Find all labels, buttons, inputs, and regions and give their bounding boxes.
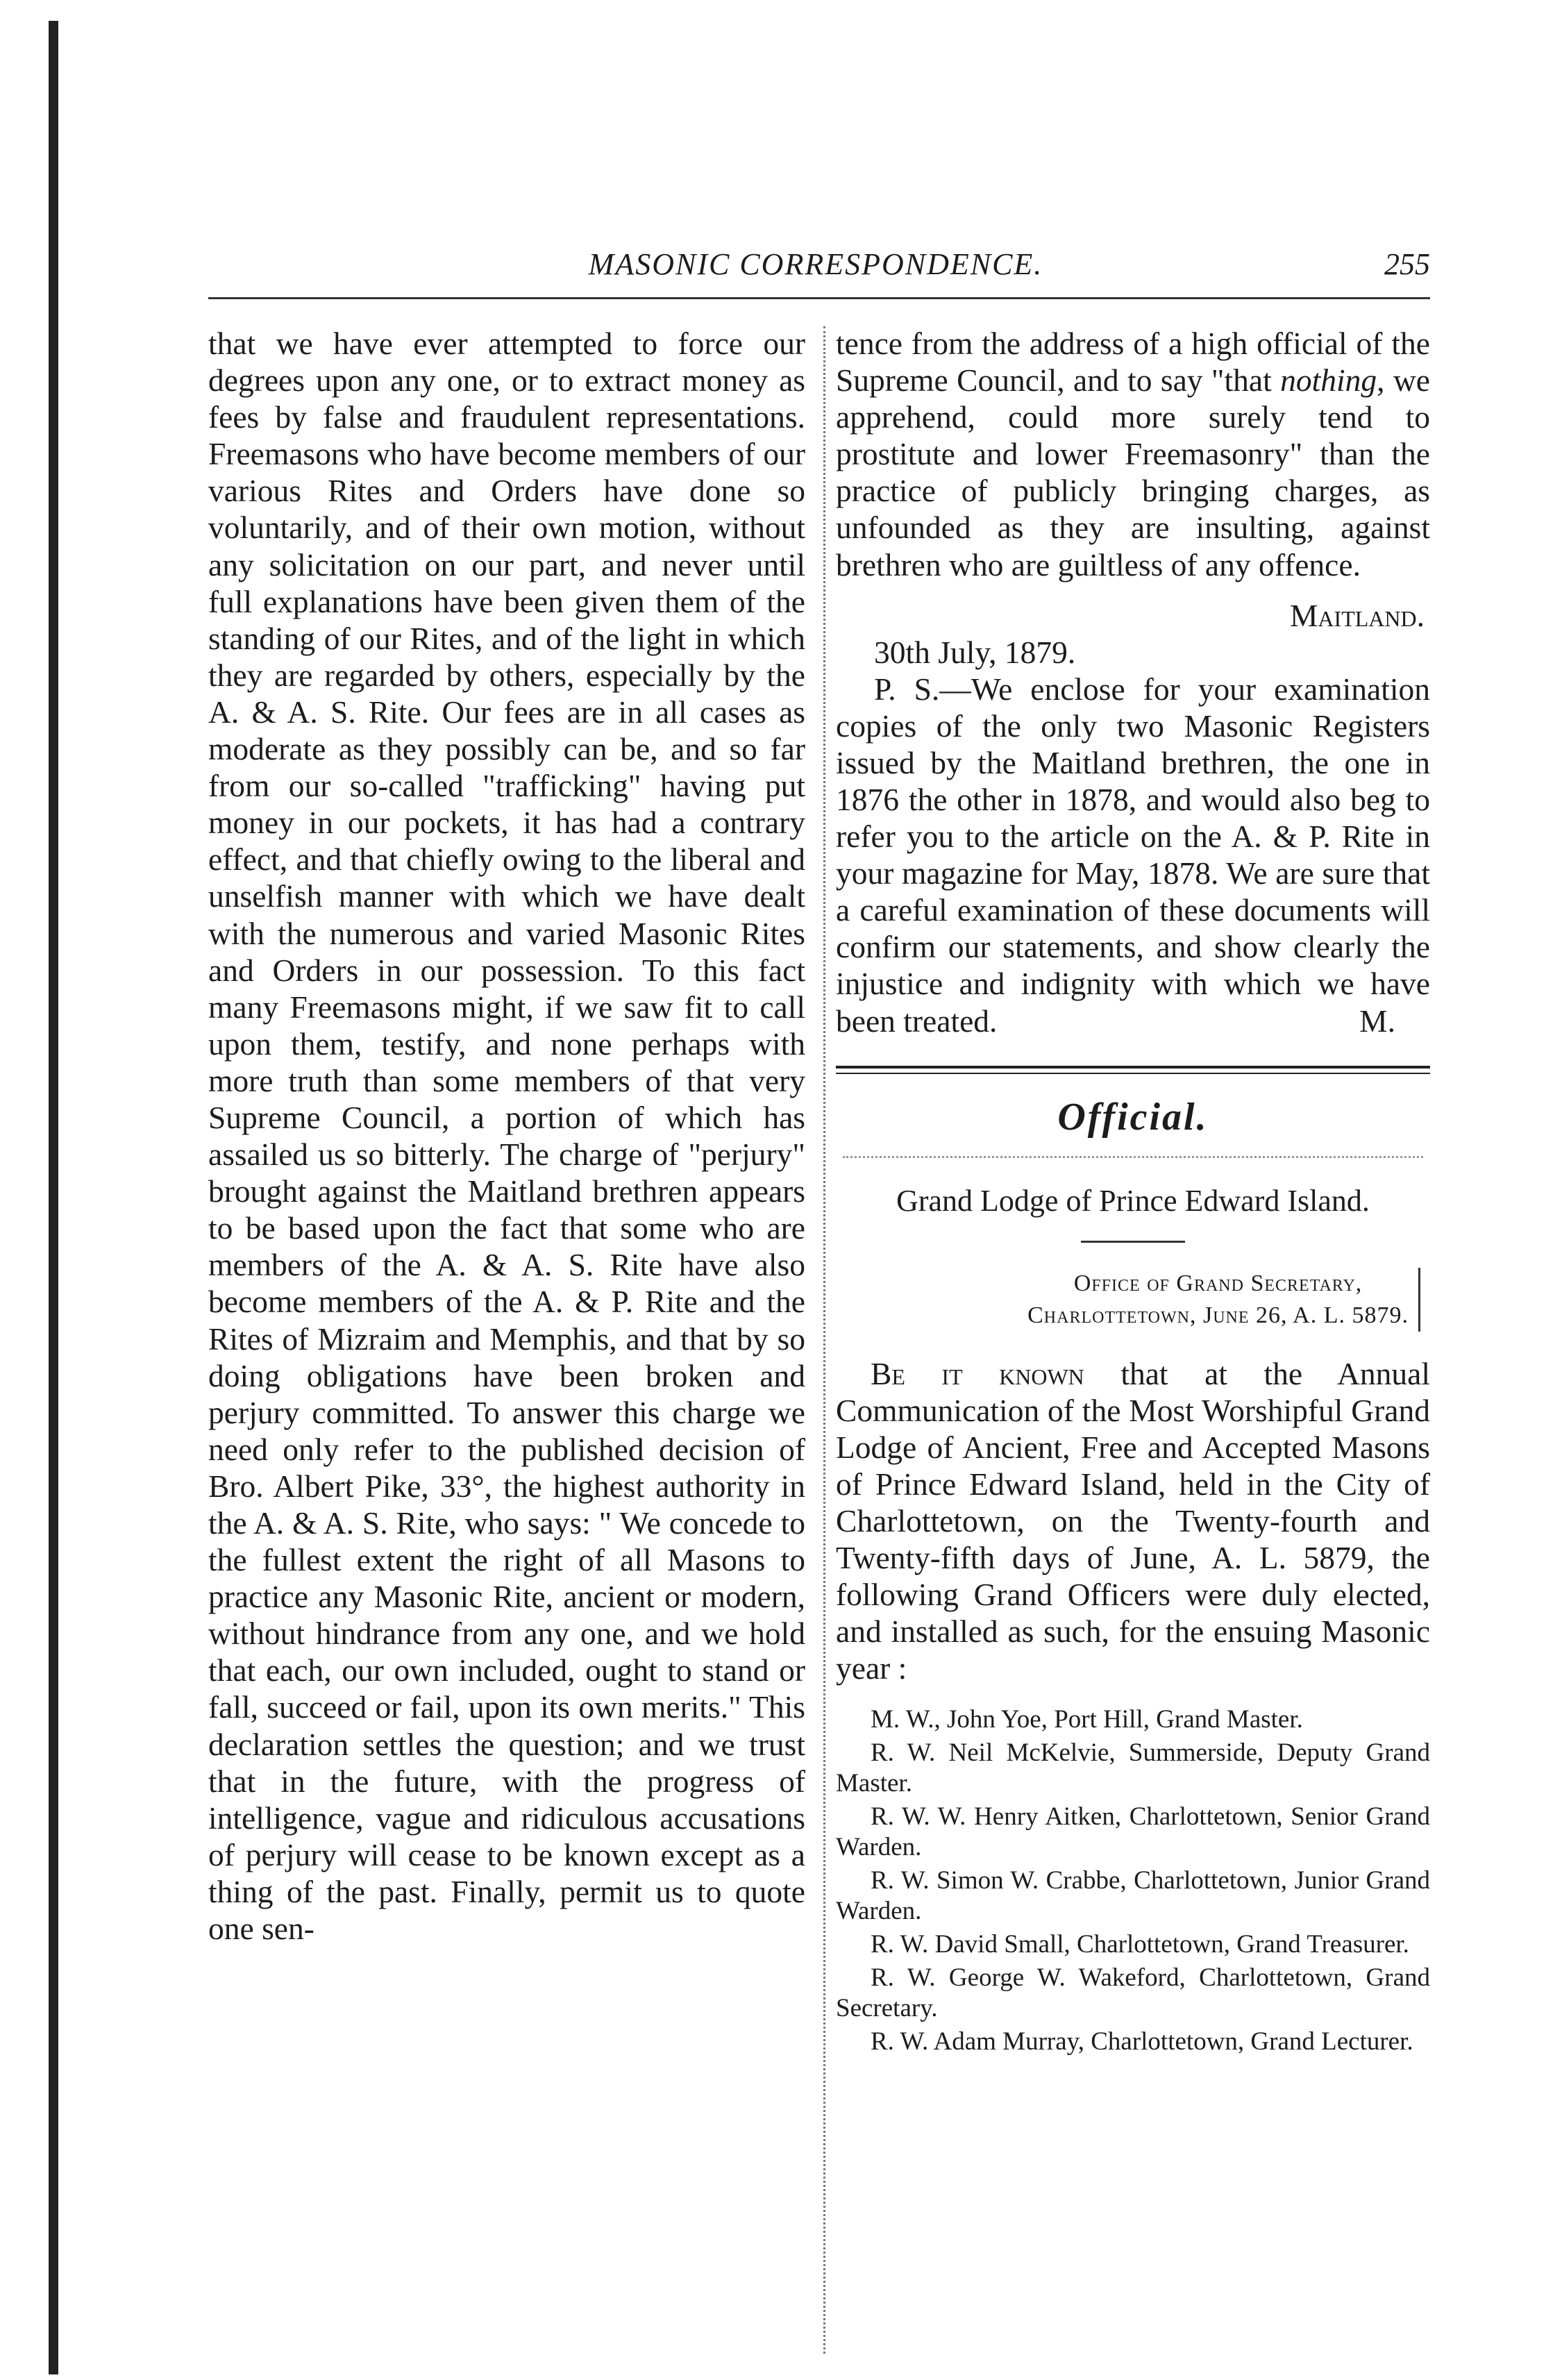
proclamation: [836, 1355, 1430, 1687]
officers-list: [836, 1704, 1430, 2057]
right-column: [836, 325, 1430, 2060]
section-dotted-rule: [843, 1156, 1423, 1158]
notice-rule: [1081, 1241, 1185, 1243]
running-title: MASONIC CORRESPONDENCE.: [588, 247, 1043, 281]
letter-date: 30th July, 1879.: [874, 634, 1076, 670]
column-divider: [823, 326, 825, 2354]
office-address: [836, 1268, 1420, 1332]
officer-entry: R. W. W. Henry Aitken, Charlottetown, Senior Grand Warden.: [836, 1802, 1430, 1862]
binding-margin-bar: [49, 21, 58, 2374]
section-double-rule: [836, 1066, 1430, 1074]
letter-signoff: Maitland.: [1289, 597, 1425, 633]
header-rule: [208, 297, 1430, 299]
notice-title: Grand Lodge of Prince Edward Island.: [896, 1183, 1370, 1218]
proclamation-lead: Be it known: [871, 1355, 1084, 1391]
left-column: [208, 325, 805, 1947]
proclamation-text: that at the Annual Communication of the Most Worshipful Grand Lodge of Ancient, Free and Accepted Masons of Prince Edward Island, held in the City of Charlottetown, on the Twenty-fourth and Twenty-fifth days of June, A. L. 5879, the following Grand Officers were duly elected, and installed as such, for the ensuing Masonic year :: [836, 1355, 1430, 1686]
officer-entry: R. W. Simon W. Crabbe, Charlottetown, Junior Grand Warden.: [836, 1866, 1430, 1926]
postscript-text: P. S.—We enclose for your examination copies of the only two Masonic Registers issued by the Maitland brethren, the one in 1876 the other in 1878, and would also beg to refer you to the article on the A. & P. Rite in your magazine for May, 1878. We are sure that a careful examination of these documents will confirm our statements, and show clearly the injustice and indignity with which we have been treated.: [836, 671, 1430, 1039]
page-number: 255: [1384, 247, 1430, 281]
section-title: Official.: [1057, 1095, 1209, 1139]
officer-entry: R. W. Neil McKelvie, Summerside, Deputy Grand Master.: [836, 1738, 1430, 1798]
letter-closing-paragraph: [836, 325, 1430, 583]
closing-italic-word: nothing: [1280, 362, 1377, 399]
office-line-1: Office of Grand Secretary,: [1073, 1270, 1363, 1296]
office-address-block: [1027, 1268, 1420, 1332]
office-line-2: Charlottetown, June 26, A. L. 5879.: [1027, 1302, 1409, 1328]
postscript: [836, 671, 1430, 1039]
officer-entry: M. W., John Yoe, Port Hill, Grand Master.: [871, 1705, 1303, 1734]
page-header: [201, 246, 1430, 288]
officer-entry: R. W. George W. Wakeford, Charlottetown, Grand Secretary.: [836, 1963, 1430, 2023]
closing-text-end: , we apprehend, could more surely tend to prostitute and lower Freemasonry" than the practice of publicly bringing charges, as unfounded as they are insulting, against brethren who are guiltless of any offence.: [836, 362, 1430, 583]
left-column-paragraph: that we have ever attempted to force our degrees upon any one, or to extract money as fees by false and fraudulent representations. Freemasons who have become members of our various Rites and Orders have done so voluntarily, and of their own motion, without any solicitation on our part, and never until full explanations have been given them of the standing of our Rites, and of the light in which they are regarded by others, especially by the A. & A. S. Rite. Our fees are in all cases as moderate as they possibly can be, and so far from our so-called "trafficking" having put money in our pockets, it has had a contrary effect, and that chiefly owing to the liberal and unselfish manner with which we have dealt with the numerous and varied Masonic Rites and Orders in our possession. To this fact many Freemasons might, if we saw fit to call upon them, testify, and none perhaps with more truth than some members of that very Supreme Council, a portion of which has assailed us so bitterly. The charge of "perjury" brought against the Maitland brethren appears to be based upon the fact that some who are members of the A. & A. S. Rite have also become members of the A. & P. Rite and the Rites of Mizraim and Memphis, and that by so doing obligations have been broken and perjury committed. To answer this charge we need only refer to the published decision of Bro. Albert Pike, 33°, the highest authority in the A. & A. S. Rite, who says: " We concede to the fullest extent the right of all Masons to practice any Masonic Rite, ancient or modern, without hindrance from any one, and we hold that each, our own included, ought to stand or fall, succeed or fail, upon its own merits." This declaration settles the question; and we trust that in the future, with the progress of intelligence, vague and ridiculous accusations of perjury will cease to be known except as a thing of the past. Finally, permit us to quote one sen-: [208, 326, 805, 1947]
officer-entry: R. W. Adam Murray, Charlottetown, Grand Lecturer.: [871, 2027, 1413, 2056]
officer-entry: R. W. David Small, Charlottetown, Grand Treasurer.: [871, 1930, 1409, 1959]
postscript-initial: M.: [1359, 1003, 1395, 1039]
closing-text-start: tence from the address of a high official of the Supreme Council, and to say "that: [836, 326, 1430, 399]
